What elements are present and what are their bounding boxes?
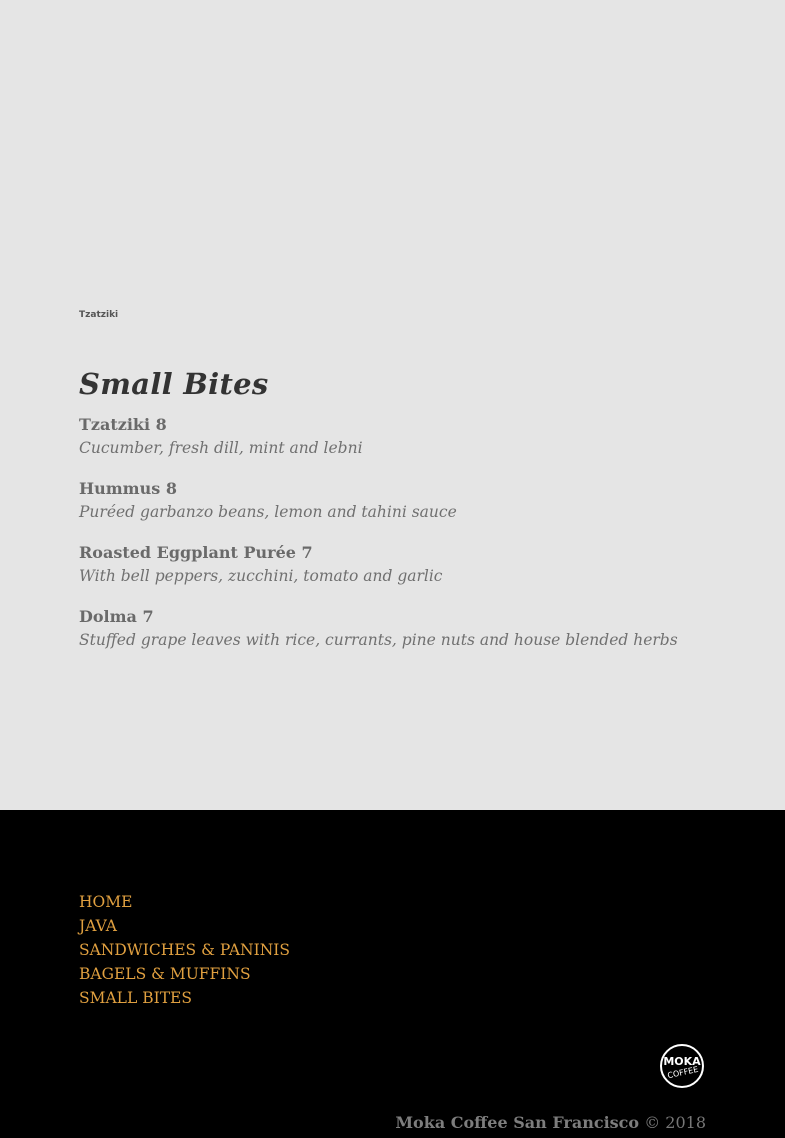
moka-coffee-logo-icon[interactable] — [659, 1043, 705, 1089]
menu-item-description: Stuffed grape leaves with rice, currants, pine nuts and house blended herbs — [79, 631, 678, 649]
footer-link-home[interactable]: HOME — [79, 893, 133, 911]
menu-item — [79, 606, 719, 670]
logo-text-top: MOKA — [663, 1055, 701, 1068]
menu-item-name: Hummus 8 — [79, 479, 177, 498]
menu-item — [79, 414, 719, 478]
copyright — [395, 1113, 706, 1132]
menu-list — [79, 414, 719, 670]
footer-nav — [79, 890, 290, 1010]
menu-item-name: Tzatziki 8 — [79, 415, 167, 434]
logo-text-bottom: COFFEE — [666, 1064, 700, 1081]
menu-item-description: Cucumber, fresh dill, mint and lebni — [79, 439, 363, 457]
menu-item-description: Puréed garbanzo beans, lemon and tahini sauce — [79, 503, 457, 521]
copyright-year: © 2018 — [644, 1113, 706, 1132]
section-title: Small Bites — [79, 367, 269, 401]
menu-item — [79, 542, 719, 606]
menu-item-description: With bell peppers, zucchini, tomato and garlic — [79, 567, 443, 585]
menu-item-name: Dolma 7 — [79, 607, 154, 626]
menu-item-name: Roasted Eggplant Purée 7 — [79, 543, 313, 562]
image-caption: Tzatziki — [79, 310, 119, 320]
copyright-brand: Moka Coffee San Francisco — [395, 1113, 640, 1132]
menu-item — [79, 478, 719, 542]
footer-link-small-bites[interactable]: SMALL BITES — [79, 989, 192, 1007]
footer-link-bagels-muffins[interactable]: BAGELS & MUFFINS — [79, 965, 251, 983]
footer-link-java[interactable]: JAVA — [79, 917, 117, 935]
footer-link-sandwiches-paninis[interactable]: SANDWICHES & PANINIS — [79, 941, 291, 959]
site-footer — [0, 810, 785, 1138]
